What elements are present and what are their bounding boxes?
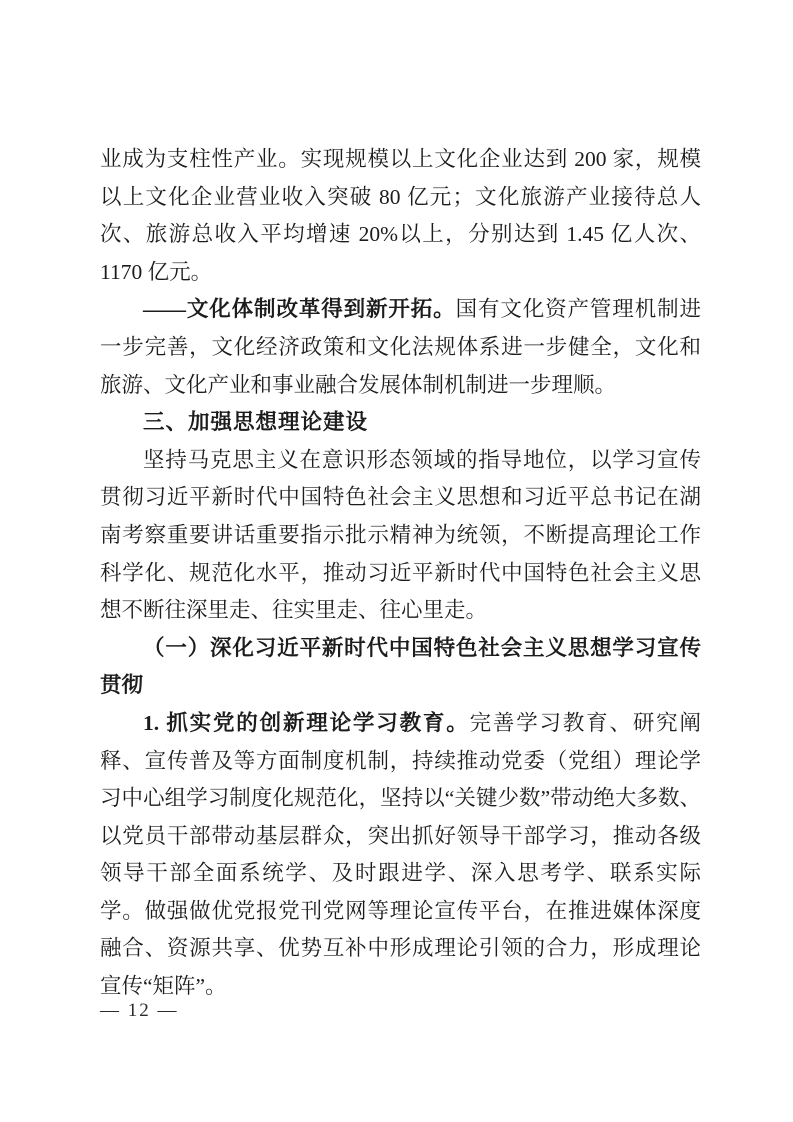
sub-heading: （一）深化习近平新时代中国特色社会主义思想学习宣传贯彻	[100, 635, 701, 698]
section-heading: 三、加强思想理论建设	[143, 410, 369, 435]
paragraph-text: 业成为支柱性产业。实现规模以上文化企业达到 200 家，规模以上文化企业营业收入突破 80 亿元；文化旅游产业接待总人次、旅游总收入平均增速 20%以上，分别达到 1.45 亿人次、1170 亿元。	[100, 147, 701, 284]
page-number: — 12 —	[100, 1000, 179, 1021]
numbered-paragraph-bold-lead: 1. 抓实党的创新理论学习教育。	[143, 710, 470, 735]
document-body	[100, 141, 701, 1006]
numbered-paragraph-text: 完善学习教育、研究阐释、宣传普及等方面制度机制，持续推动党委（党组）理论学习中心组学习制度化规范化，坚持以“关键少数”带动绝大多数、以党员干部带动基层群众，突出抓好领导干部学习，推动各级领导干部全面系统学、及时跟进学、深入思考学、联系实际学。做强做优党报党刊党网等理论宣传平台，在推进媒体深度融合、资源共享、优势互补中形成理论引领的合力，形成理论宣传“矩阵”。	[100, 710, 701, 999]
dash-paragraph-bold-lead: ——文化体制改革得到新开拓。	[143, 297, 456, 322]
dash-paragraph-text: 国有文化资产管理机制进一步完善，文化经济政策和文化法规体系进一步健全，文化和旅游、文化产业和事业融合发展体制机制进一步理顺。	[100, 297, 701, 397]
dash-paragraph	[100, 291, 701, 404]
section-intro-paragraph	[100, 442, 701, 630]
section-intro-text: 坚持马克思主义在意识形态领域的指导地位，以学习宣传贯彻习近平新时代中国特色社会主义思想和习近平总书记在湖南考察重要讲话重要指示批示精神为统领，不断提高理论工作科学化、规范化水平，推动习近平新时代中国特色社会主义思想不断往深里走、往实里走、往心里走。	[100, 447, 701, 623]
numbered-paragraph	[100, 705, 701, 1006]
paragraph-continuation	[100, 141, 701, 291]
